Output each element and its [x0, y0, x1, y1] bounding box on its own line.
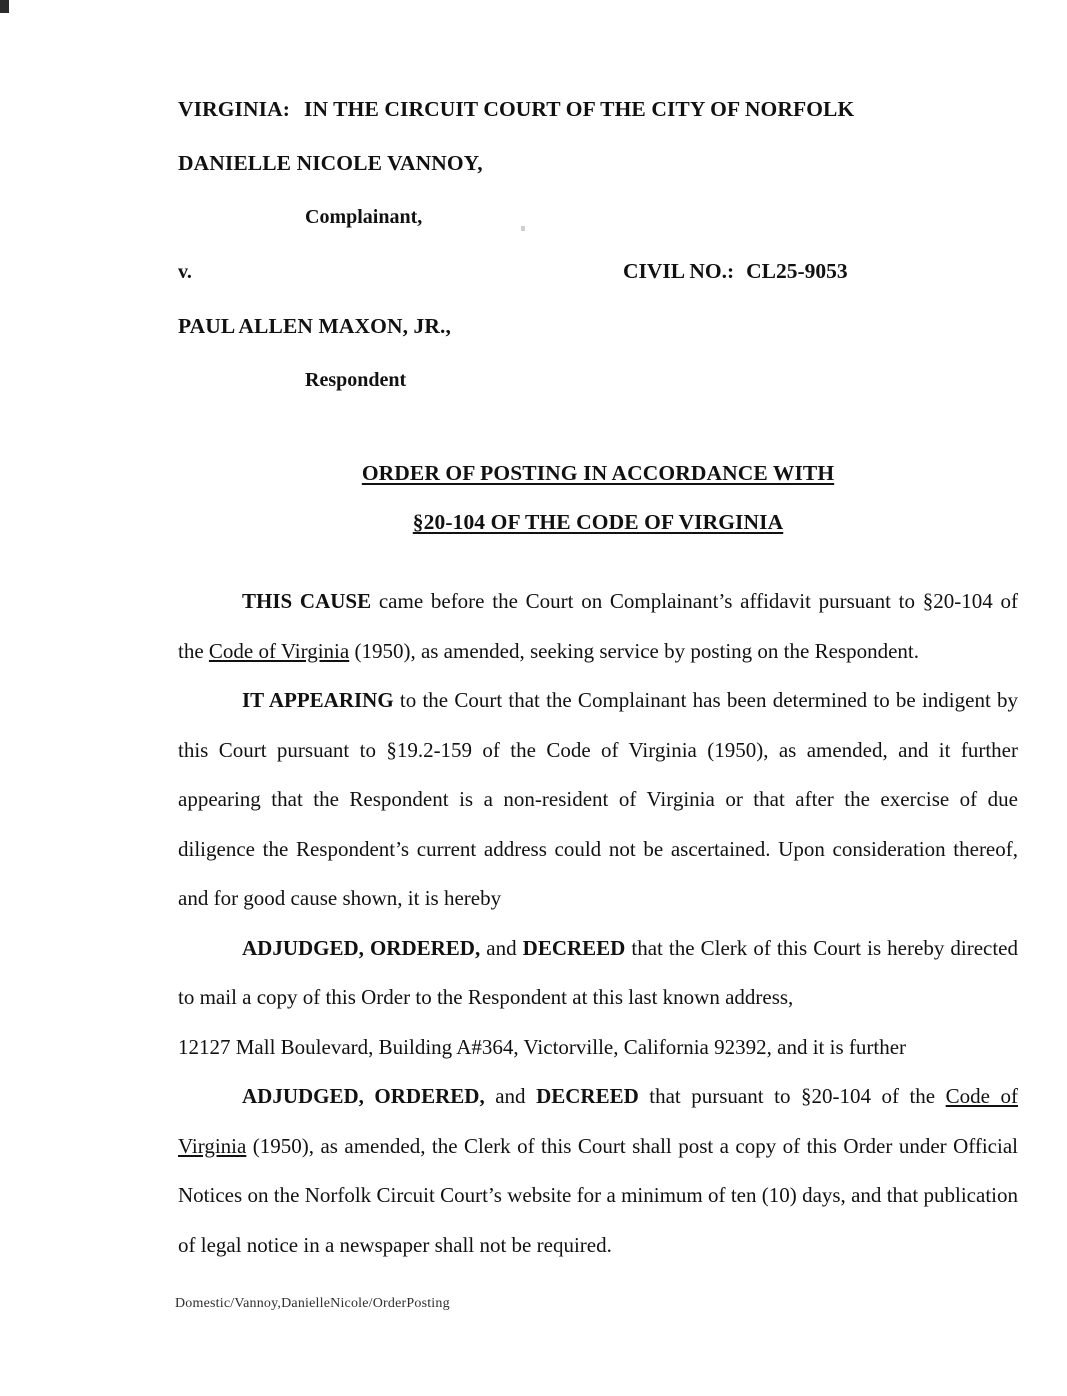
paragraph-adjudged-posting: [178, 1072, 1018, 1270]
document-footer-reference: Domestic/Vannoy,DanielleNicole/OrderPosting: [175, 1296, 450, 1311]
paragraph-lead-decreed-1: DECREED: [522, 935, 626, 960]
paragraph-lead-decreed-2: DECREED: [536, 1084, 639, 1108]
code-of-virginia-citation-1: Code of Virginia: [208, 638, 350, 663]
scan-artifact-corner: [0, 0, 9, 13]
code-of-virginia-citation-2: Code of Virginia: [178, 1084, 1018, 1158]
paragraph-lead-it-appearing: IT APPEARING: [242, 688, 394, 712]
paragraph-text-4a: that pursuant to §20-104 of the: [638, 1084, 946, 1108]
paragraph-conjunction-2: and: [484, 1084, 537, 1108]
civil-number-label: CIVIL NO.:: [623, 259, 735, 283]
document-content: [178, 82, 1018, 1270]
paragraph-this-cause: [178, 577, 1018, 676]
order-body: [178, 577, 1018, 1270]
respondent-name: PAUL ALLEN MAXON, JR.,: [178, 314, 451, 338]
respondent-last-known-address: 12127 Mall Boulevard, Building A#364, Victorville, California 92392, and it is further: [178, 1034, 907, 1059]
paragraph-text-2: to the Court that the Complainant has been determined to be indigent by this Court pursuant to §19.2-159 of the Code of Virginia (1950), as amended, and it further appearing that the Respondent is a non-resident of Virginia or that after the exercise of due diligence the Respondent’s current address could not be ascertained. Upon consideration thereof, and for good cause shown, it is hereby: [178, 688, 1018, 910]
civil-number: [623, 244, 848, 298]
respondent-role-label: Respondent: [305, 369, 407, 391]
versus-label: v.: [178, 261, 192, 283]
paragraph-text-1a: came before the Court on Complainant’s affidavit pursuant to §20-104 of the: [178, 589, 1018, 663]
paragraph-text-1b: (1950), as amended, seeking service by posting on the Respondent.: [349, 638, 919, 663]
complainant-role-label: Complainant,: [305, 206, 423, 228]
paragraph-lead-adjudged-1: ADJUDGED, ORDERED,: [242, 935, 481, 960]
order-title: [178, 449, 1018, 547]
complainant-name: DANIELLE NICOLE VANNOY,: [178, 151, 483, 175]
paragraph-adjudged-mail: [178, 924, 1018, 1023]
paragraph-it-appearing: [178, 676, 1018, 924]
paragraph-text-4b: (1950), as amended, the Clerk of this Court shall post a copy of this Order under Official Notices on the Norfolk Circuit Court’s website for a minimum of ten (10) days, and that publication of legal notice in a newspaper shall not be required.: [178, 1133, 1018, 1257]
paragraph-lead-this-cause: THIS CAUSE: [242, 589, 372, 613]
paragraph-conjunction-1: and: [480, 935, 523, 960]
order-title-line-2: §20-104 OF THE CODE OF VIRGINIA: [412, 510, 784, 534]
court-heading: [178, 82, 1018, 136]
order-title-line-1: ORDER OF POSTING IN ACCORDANCE WITH: [361, 461, 835, 485]
civil-number-value: CL25-9053: [746, 259, 848, 283]
paragraph-lead-adjudged-2: ADJUDGED, ORDERED,: [242, 1084, 485, 1108]
case-caption: [178, 82, 1018, 407]
jurisdiction-label: VIRGINIA:: [178, 97, 290, 121]
paragraph-text-3: that the Clerk of this Court is hereby directed to mail a copy of this Order to the Respondent at this last known address,: [178, 935, 1018, 1009]
versus-row: [178, 244, 1018, 299]
court-name: IN THE CIRCUIT COURT OF THE CITY OF NORFOLK: [304, 97, 855, 121]
